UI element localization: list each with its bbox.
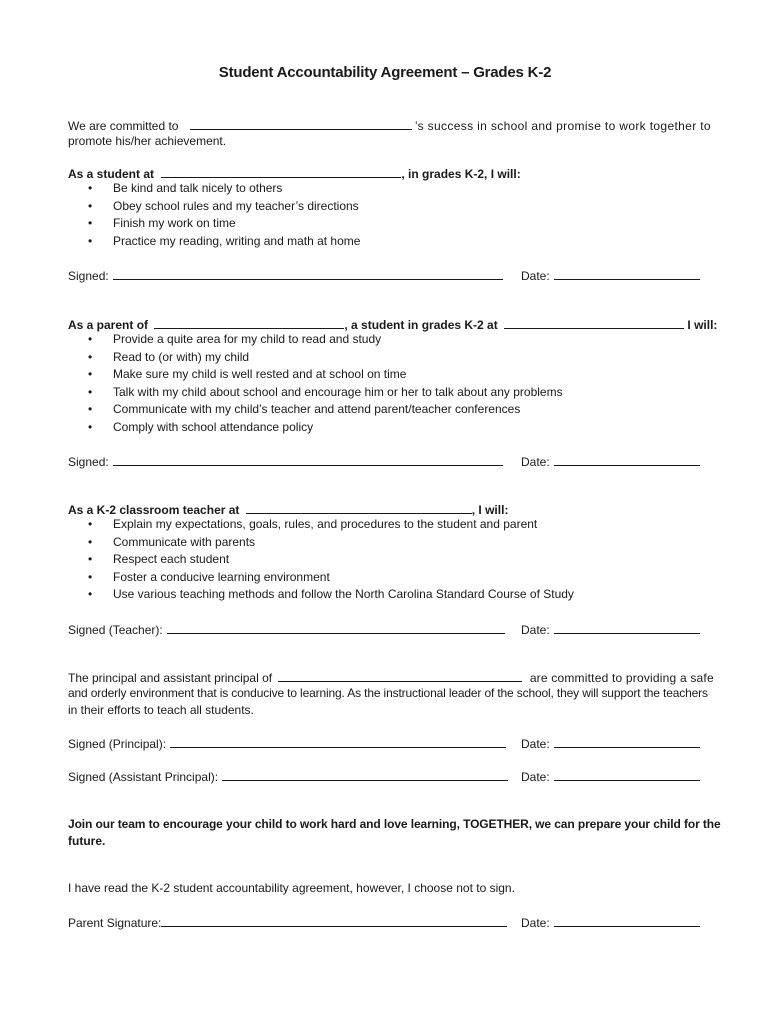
bullet-icon: • [88,587,93,602]
bullet-icon: • [88,181,93,195]
assistant-principal-date-row [521,768,700,784]
assistant-principal-signature-field[interactable] [222,768,508,781]
child-name-blank[interactable] [154,316,344,329]
principal-line-1-after: are committed to providing a safe [529,671,714,685]
closing-line-2: future. [68,834,106,848]
bullet-icon: • [88,349,93,364]
teacher-commitments-list [88,516,574,604]
parent-signature-row [68,453,700,469]
parent-heading-before: As a parent of [68,318,149,332]
list-item-text: Make sure my child is well rested and at school on time [113,367,407,382]
bullet-icon: • [88,419,93,434]
parent-optout-signed-row [68,914,507,930]
parent-signature-field[interactable] [113,453,503,466]
principal-signed-row [68,735,506,751]
bullet-icon: • [88,552,93,567]
assistant-principal-date-field[interactable] [554,768,700,781]
document-title: Student Accountability Agreement – Grades K-2 [218,64,552,81]
student-date-row [521,267,700,283]
intro-after: ’s success in school and promise to work together to [414,119,711,133]
list-item [88,384,563,402]
principal-line-1 [68,669,714,685]
parent-date-field[interactable] [554,453,700,466]
list-item [88,366,563,384]
teacher-signed-row [68,621,505,637]
list-item [88,534,574,552]
teacher-school-blank[interactable] [246,501,472,514]
bullet-icon: • [88,216,93,231]
principal-signed-label: Signed (Principal): [68,737,167,751]
bullet-icon: • [88,332,93,346]
bullet-icon: • [88,367,93,382]
list-item [88,569,574,587]
list-item [88,180,360,198]
student-date-label: Date: [521,269,550,283]
teacher-signature-field[interactable] [167,621,505,634]
teacher-heading-after: , I will: [471,503,509,517]
bullet-icon: • [88,198,93,213]
principal-signature-field[interactable] [170,735,506,748]
teacher-signature-row [68,621,700,637]
principal-line-1-before: The principal and assistant principal of [68,671,273,685]
assistant-principal-signed-row [68,768,508,784]
bullet-icon: • [88,569,93,584]
teacher-heading [68,501,508,517]
opt-out-signature-row [68,914,700,930]
intro-line-2: promote his/her achievement. [68,134,227,148]
principal-date-row [521,735,700,751]
parent-commitments-list [88,331,563,437]
parent-school-blank[interactable] [504,316,684,329]
list-item-text: Communicate with my child’s teacher and attend parent/teacher conferences [113,402,521,417]
principal-line-3: in their efforts to teach all students. [68,703,254,717]
principal-date-label: Date: [521,737,550,751]
list-item [88,419,563,437]
principal-line-2: and orderly environment that is conducive to learning. As the instructional leader of the school, they will support the teachers [68,686,708,700]
student-signed-label: Signed: [68,269,109,283]
bullet-icon: • [88,534,93,549]
teacher-date-row [521,621,700,637]
student-school-blank[interactable] [161,165,401,178]
parent-signed-row [68,453,503,469]
student-heading-before: As a student at [68,167,155,181]
list-item-text: Comply with school attendance policy [113,419,314,434]
teacher-heading-before: As a K-2 classroom teacher at [68,503,240,517]
closing-line-1: Join our team to encourage your child to work hard and love learning, TOGETHER, we can prepare your child for the [68,817,721,831]
teacher-date-label: Date: [521,623,550,637]
assistant-principal-date-label: Date: [521,770,550,784]
bullet-icon: • [88,384,93,399]
intro-before: We are committed to [68,119,179,133]
list-item-text: Provide a quite area for my child to read and study [113,332,382,346]
list-item-text: Foster a conducive learning environment [113,569,330,584]
list-item-text: Finish my work on time [113,216,236,231]
assistant-principal-signed-label: Signed (Assistant Principal): [68,770,219,784]
parent-optout-date-row [521,914,700,930]
parent-optout-signature-label: Parent Signature: [68,916,162,930]
bullet-icon: • [88,402,93,417]
list-item [88,516,574,534]
parent-optout-date-label: Date: [521,916,550,930]
list-item-text: Obey school rules and my teacher’s directions [113,198,359,213]
student-heading [68,165,521,181]
parent-optout-date-field[interactable] [554,914,700,927]
principal-signature-row [68,735,700,751]
list-item-text: Talk with my child about school and encourage him or her to talk about any problems [113,384,563,399]
list-item [88,349,563,367]
list-item-text: Explain my expectations, goals, rules, and procedures to the student and parent [113,517,538,531]
student-heading-after: , in grades K-2, I will: [401,167,521,181]
parent-date-row [521,453,700,469]
parent-optout-signature-field[interactable] [161,914,507,927]
list-item-text: Use various teaching methods and follow the North Carolina Standard Course of Study [113,587,574,602]
student-signature-field[interactable] [113,267,503,280]
student-signature-row [68,267,700,283]
principal-date-field[interactable] [554,735,700,748]
list-item [88,551,574,569]
list-item-text: Be kind and talk nicely to others [113,181,283,195]
student-date-field[interactable] [554,267,700,280]
list-item [88,198,360,216]
list-item [88,401,563,419]
student-signed-row [68,267,503,283]
parent-date-label: Date: [521,455,550,469]
parent-heading [68,316,718,332]
list-item-text: Read to (or with) my child [113,349,250,364]
student-commitments-list [88,180,360,250]
parent-heading-middle: , a student in grades K-2 at [344,318,498,332]
school-name-blank[interactable] [190,117,412,130]
opt-out-text: I have read the K-2 student accountability agreement, however, I choose not to sign. [68,881,515,895]
teacher-date-field[interactable] [554,621,700,634]
list-item [88,331,563,349]
parent-heading-after: I will: [687,318,718,332]
list-item [88,215,360,233]
parent-signed-label: Signed: [68,455,109,469]
teacher-signed-label: Signed (Teacher): [68,623,163,637]
list-item [88,233,360,251]
list-item [88,586,574,604]
list-item-text: Practice my reading, writing and math at home [113,233,361,248]
assistant-principal-signature-row [68,768,700,784]
intro-line-1 [68,117,711,133]
principal-school-blank[interactable] [278,669,522,682]
bullet-icon: • [88,233,93,248]
list-item-text: Communicate with parents [113,534,256,549]
list-item-text: Respect each student [113,552,230,567]
bullet-icon: • [88,517,93,531]
